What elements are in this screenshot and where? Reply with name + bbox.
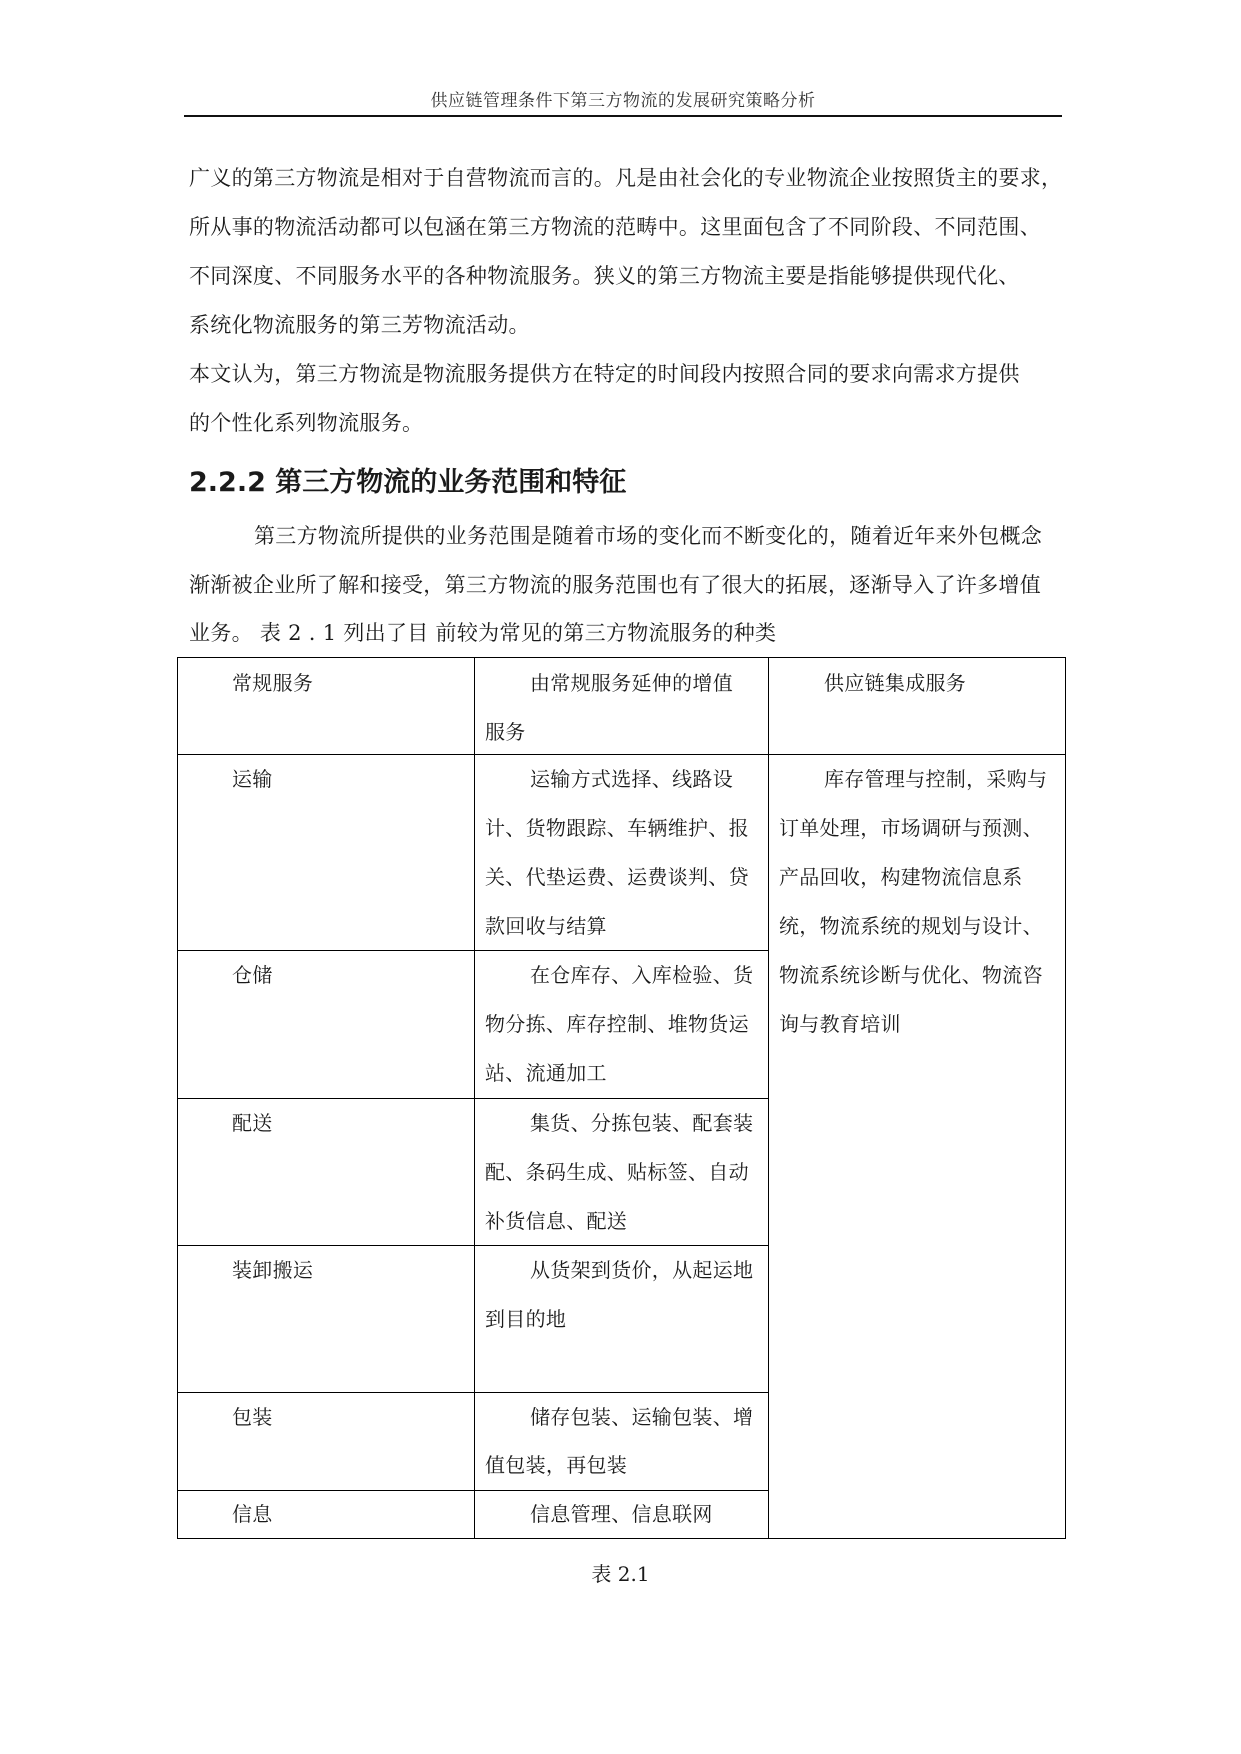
paragraph-line: 系统化物流服务的第三芳物流活动。 [189,313,530,337]
value-added-cell: 在仓库存、入库检验、货 [530,963,754,987]
integration-cell: 统，物流系统的规划与设计、 [779,914,1043,938]
integration-cell: 库存管理与控制，采购与 [824,767,1048,791]
value-added-cell: 计、货物跟踪、车辆维护、报 [485,816,749,840]
header-cell-integration: 供应链集成服务 [824,671,967,695]
value-added-cell: 配、条码生成、贴标签、自动 [485,1160,749,1184]
header-row-divider [178,754,1065,755]
header-rule [184,115,1062,117]
service-name-cell: 信息 [232,1502,273,1526]
service-name-cell: 配送 [232,1111,273,1135]
table-caption: 表 2.1 [591,1562,650,1586]
value-added-cell: 信息管理、信息联网 [530,1502,713,1526]
row-divider [178,950,768,951]
paragraph-line: 广义的第三方物流是相对于自营物流而言的。凡是由社会化的专业物流企业按照货主的要求， [189,166,1063,190]
value-added-cell: 关、代垫运费、运费谈判、贷 [485,865,749,889]
value-added-cell: 从货架到货价，从起运地 [530,1258,754,1282]
value-added-cell: 补货信息、配送 [485,1209,628,1233]
paragraph-line: 业务。 表 2 . 1 列出了目 前较为常见的第三方物流服务的种类 [189,621,777,645]
value-added-cell: 物分拣、库存控制、堆物货运 [485,1012,749,1036]
row-divider [178,1245,768,1246]
service-name-cell: 运输 [232,767,273,791]
header-cell-value-added: 服务 [485,720,526,744]
integration-cell: 订单处理，市场调研与预测、 [779,816,1043,840]
value-added-cell: 集货、分拣包装、配套装 [530,1111,754,1135]
service-name-cell: 包装 [232,1405,273,1429]
row-divider [178,1392,768,1393]
value-added-cell: 站、流通加工 [485,1061,607,1085]
header-cell-value-added: 由常规服务延伸的增值 [530,671,733,695]
running-header: 供应链管理条件下第三方物流的发展研究策略分析 [430,91,816,111]
service-name-cell: 仓储 [232,963,273,987]
integration-cell: 询与教育培训 [779,1012,901,1036]
services-table [177,657,1066,1539]
integration-cell: 物流系统诊断与优化、物流咨 [779,963,1043,987]
column-divider [768,658,769,1538]
row-divider [178,1490,768,1491]
paragraph-line: 不同深度、不同服务水平的各种物流服务。狭义的第三方物流主要是指能够提供现代化、 [189,264,1020,288]
paragraph-line: 所从事的物流活动都可以包涵在第三方物流的范畴中。这里面包含了不同阶段、不同范围、 [189,215,1041,239]
integration-cell: 产品回收，构建物流信息系 [779,865,1023,889]
paragraph-line: 渐渐被企业所了解和接受，第三方物流的服务范围也有了很大的拓展，逐渐导入了许多增值 [189,573,1041,597]
value-added-cell: 款回收与结算 [485,914,607,938]
value-added-cell: 储存包装、运输包装、增 [530,1405,754,1429]
value-added-cell: 运输方式选择、线路设 [530,767,733,791]
paragraph-line: 第三方物流所提供的业务范围是随着市场的变化而不断变化的，随着近年来外包概念 [254,524,1043,548]
row-divider [178,1098,768,1099]
service-name-cell: 装卸搬运 [232,1258,314,1282]
value-added-cell: 到目的地 [485,1307,567,1331]
section-heading: 2.2.2 第三方物流的业务范围和特征 [189,467,627,498]
header-cell-regular: 常规服务 [232,671,314,695]
value-added-cell: 值包装，再包装 [485,1453,628,1477]
paragraph-line: 的个性化系列物流服务。 [189,411,424,435]
paragraph-line: 本文认为，第三方物流是物流服务提供方在特定的时间段内按照合同的要求向需求方提供 [189,362,1020,386]
